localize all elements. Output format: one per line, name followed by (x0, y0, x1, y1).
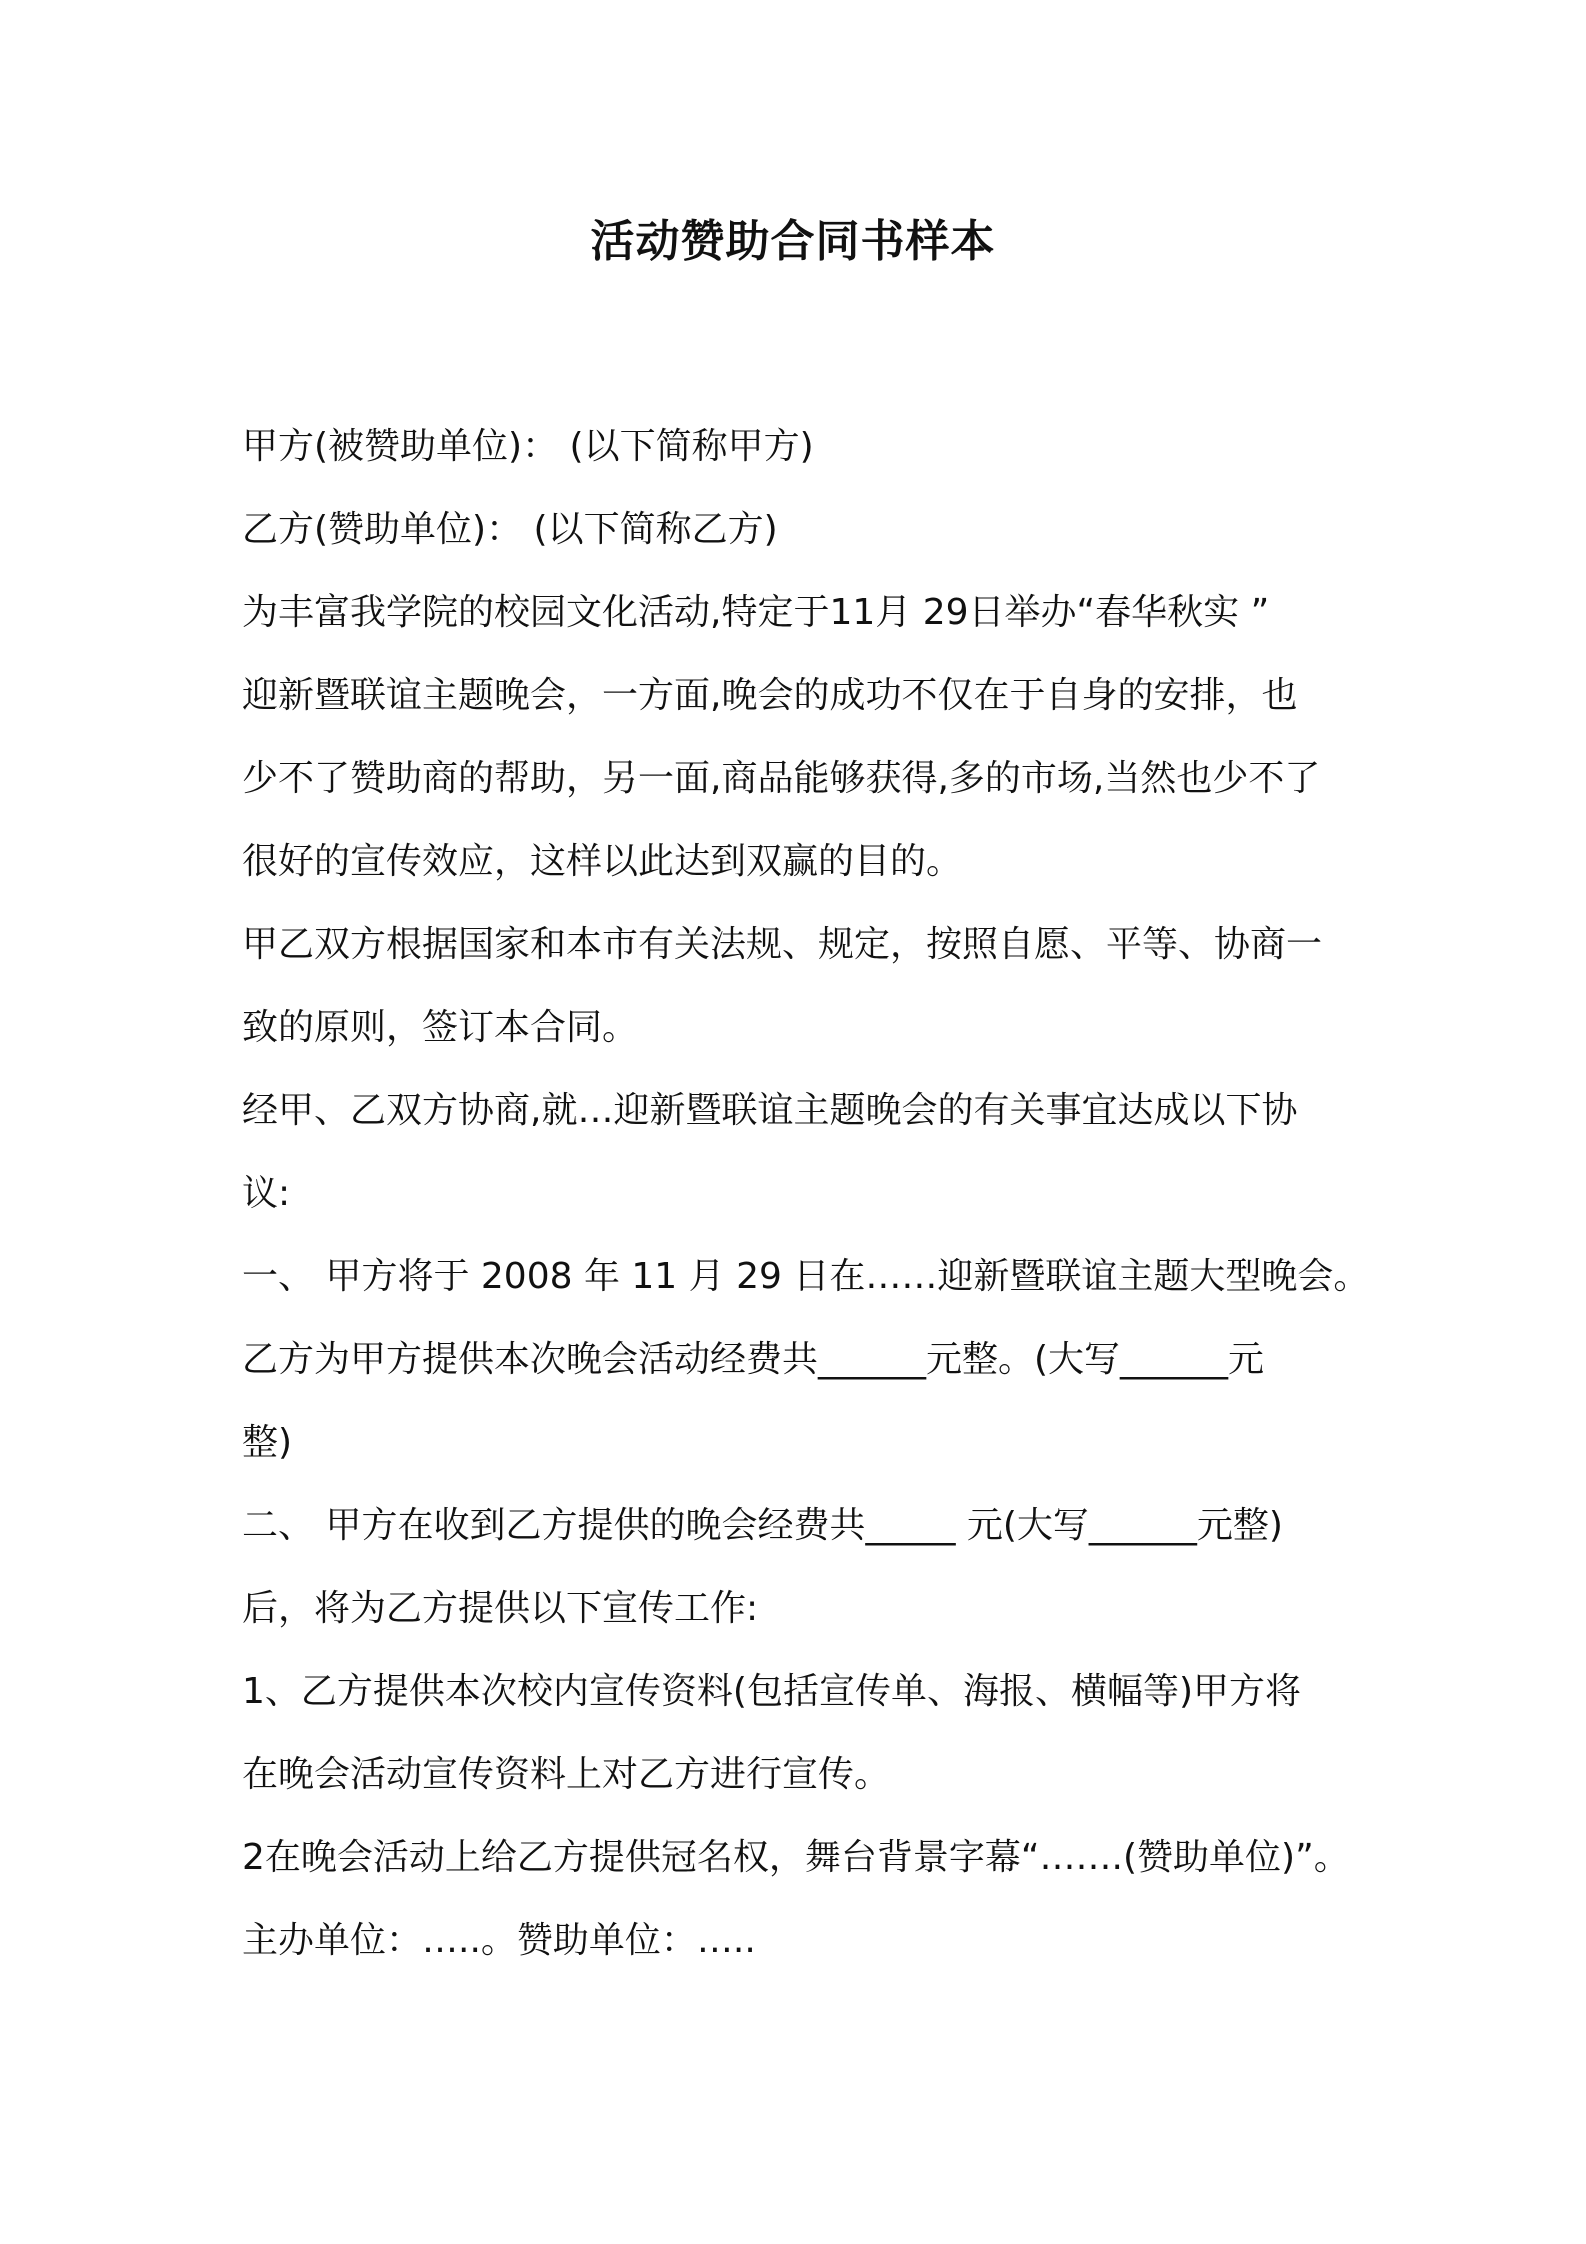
text-line: 乙方(赞助单位)： (以下简称乙方) (242, 509, 778, 550)
text-line: 一、 甲方将于 2008 年 11 月 29 日在……迎新暨联谊主题大型晚会。 (242, 1256, 1370, 1297)
text-line: 主办单位：…..。赞助单位：….. (242, 1920, 756, 1961)
document-body (242, 405, 1370, 1982)
text-line: 迎新暨联谊主题晚会，一方面,晚会的成功不仅在于自身的安排，也 (242, 675, 1298, 716)
text-line: 少不了赞助商的帮助，另一面,商品能够获得,多的市场,当然也少不了 (242, 758, 1321, 799)
text-line: 后，将为乙方提供以下宣传工作: (242, 1588, 759, 1629)
text-line: 二、 甲方在收到乙方提供的晚会经费共_____ 元(大写______元整) (242, 1505, 1283, 1546)
text-line: 致的原则，签订本合同。 (242, 1007, 639, 1048)
text-line: 议: (242, 1173, 291, 1214)
text-line: 1、乙方提供本次校内宣传资料(包括宣传单、海报、横幅等)甲方将 (242, 1671, 1301, 1712)
text-line: 甲乙双方根据国家和本市有关法规、规定，按照自愿、平等、协商一 (242, 924, 1323, 965)
text-line: 乙方为甲方提供本次晚会活动经费共______元整。(大写______元 (242, 1339, 1265, 1380)
text-line: 为丰富我学院的校园文化活动,特定于11月 29日举办“春华秋实 ” (242, 592, 1270, 633)
text-line: 整) (242, 1422, 293, 1463)
text-line: 经甲、乙双方协商,就…迎新暨联谊主题晚会的有关事宜达成以下协 (242, 1090, 1298, 1131)
text-line: 2在晚会活动上给乙方提供冠名权，舞台背景字幕“…….(赞助单位)”。 (242, 1837, 1350, 1878)
text-line: 在晚会活动宣传资料上对乙方进行宣传。 (242, 1754, 891, 1795)
text-line: 很好的宣传效应，这样以此达到双赢的目的。 (242, 841, 963, 882)
document-title: 活动赞助合同书样本 (590, 216, 996, 267)
text-line: 甲方(被赞助单位)： (以下简称甲方) (242, 426, 814, 467)
